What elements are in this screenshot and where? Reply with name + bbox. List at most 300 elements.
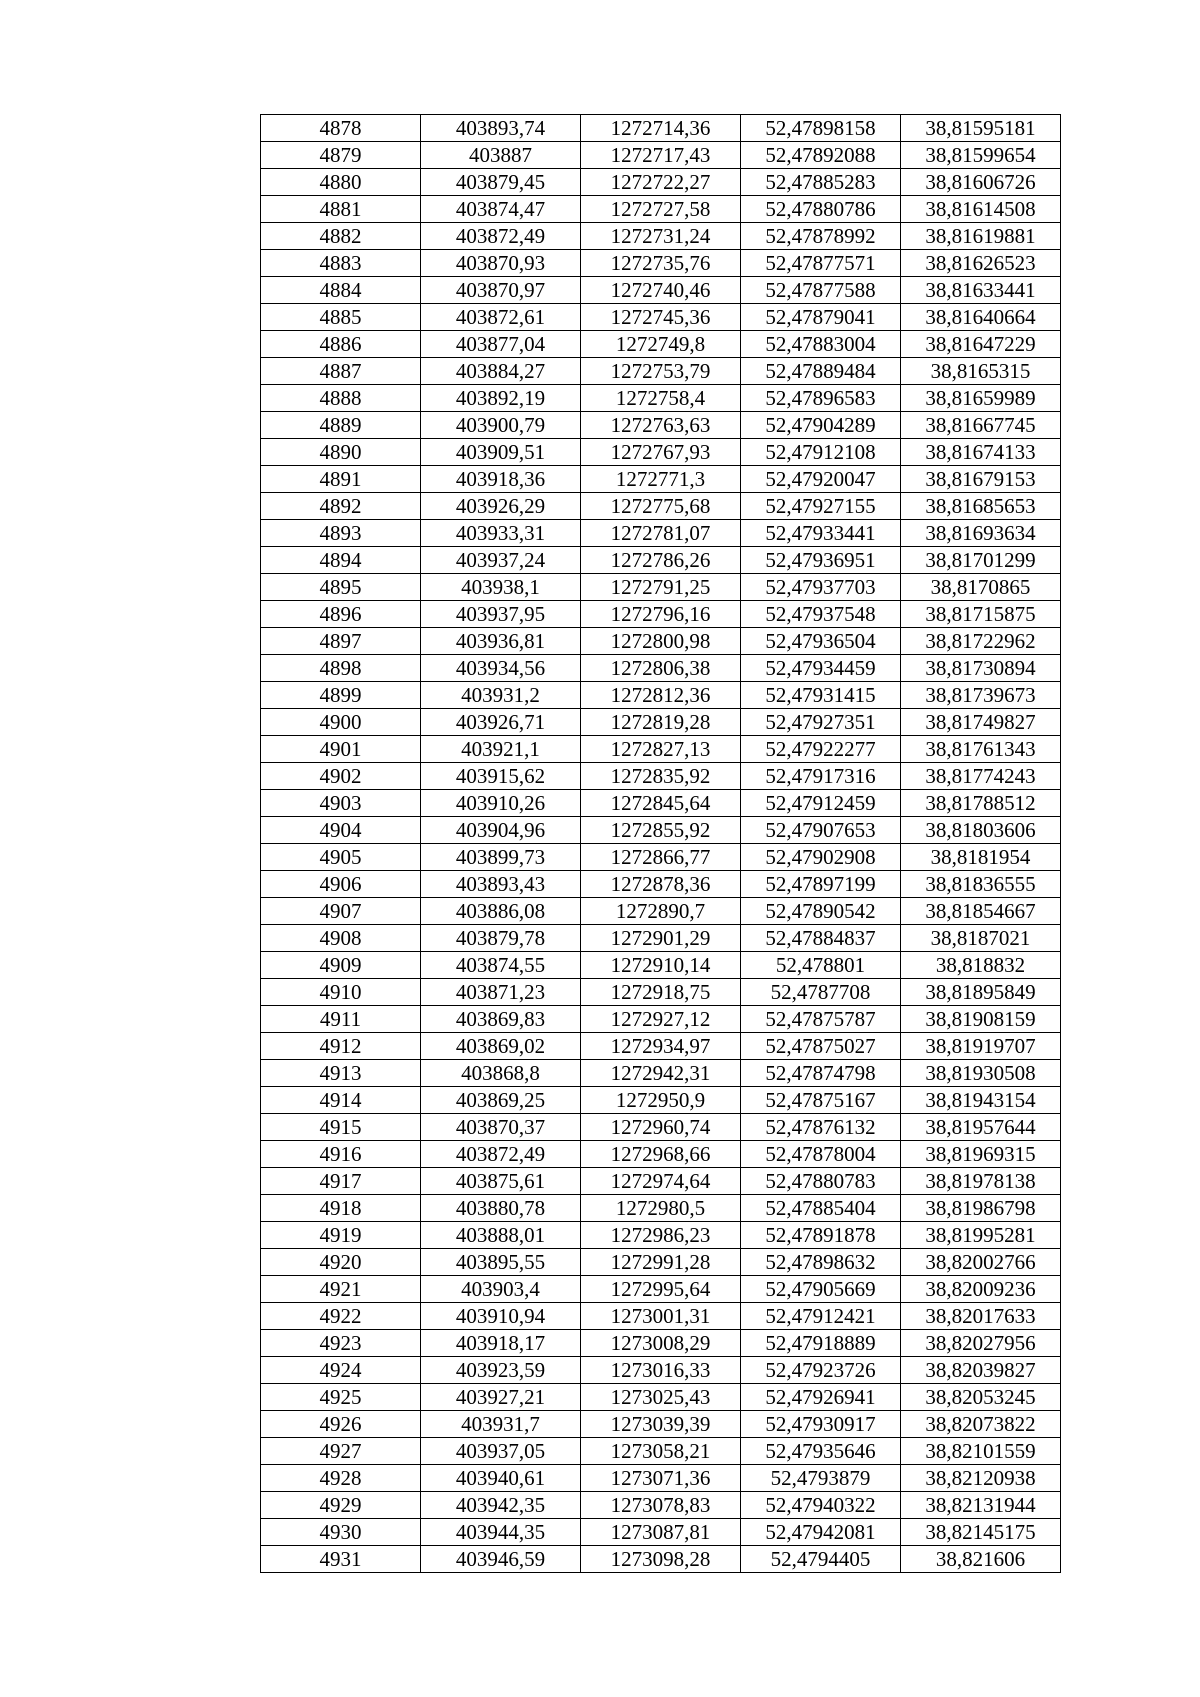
y-coordinate-cell: 1273008,29	[581, 1330, 741, 1357]
table-row	[261, 169, 1061, 196]
latitude-cell: 52,47922277	[741, 736, 901, 763]
latitude-cell: 52,47880786	[741, 196, 901, 223]
point-number-cell: 4878	[261, 115, 421, 142]
latitude-cell: 52,47875027	[741, 1033, 901, 1060]
y-coordinate-cell: 1272758,4	[581, 385, 741, 412]
x-coordinate-cell: 403869,02	[421, 1033, 581, 1060]
point-number-cell: 4921	[261, 1276, 421, 1303]
point-number-cell: 4898	[261, 655, 421, 682]
table-row	[261, 925, 1061, 952]
table-row	[261, 1546, 1061, 1573]
x-coordinate-cell: 403880,78	[421, 1195, 581, 1222]
x-coordinate-cell: 403872,49	[421, 223, 581, 250]
x-coordinate-cell: 403879,78	[421, 925, 581, 952]
table-row	[261, 574, 1061, 601]
x-coordinate-cell: 403884,27	[421, 358, 581, 385]
longitude-cell: 38,81749827	[901, 709, 1061, 736]
y-coordinate-cell: 1272749,8	[581, 331, 741, 358]
latitude-cell: 52,47891878	[741, 1222, 901, 1249]
y-coordinate-cell: 1272735,76	[581, 250, 741, 277]
x-coordinate-cell: 403870,97	[421, 277, 581, 304]
point-number-cell: 4887	[261, 358, 421, 385]
table-row	[261, 439, 1061, 466]
table-row	[261, 979, 1061, 1006]
latitude-cell: 52,47937703	[741, 574, 901, 601]
table-row	[261, 655, 1061, 682]
latitude-cell: 52,47885283	[741, 169, 901, 196]
x-coordinate-cell: 403879,45	[421, 169, 581, 196]
table-row	[261, 142, 1061, 169]
longitude-cell: 38,8165315	[901, 358, 1061, 385]
table-row	[261, 1465, 1061, 1492]
point-number-cell: 4904	[261, 817, 421, 844]
point-number-cell: 4897	[261, 628, 421, 655]
x-coordinate-cell: 403933,31	[421, 520, 581, 547]
y-coordinate-cell: 1272731,24	[581, 223, 741, 250]
point-number-cell: 4907	[261, 898, 421, 925]
latitude-cell: 52,47905669	[741, 1276, 901, 1303]
latitude-cell: 52,4793879	[741, 1465, 901, 1492]
table-row	[261, 1114, 1061, 1141]
latitude-cell: 52,47878004	[741, 1141, 901, 1168]
point-number-cell: 4899	[261, 682, 421, 709]
x-coordinate-cell: 403926,29	[421, 493, 581, 520]
longitude-cell: 38,81715875	[901, 601, 1061, 628]
longitude-cell: 38,82027956	[901, 1330, 1061, 1357]
y-coordinate-cell: 1272934,97	[581, 1033, 741, 1060]
longitude-cell: 38,82039827	[901, 1357, 1061, 1384]
x-coordinate-cell: 403872,49	[421, 1141, 581, 1168]
longitude-cell: 38,81606726	[901, 169, 1061, 196]
latitude-cell: 52,47942081	[741, 1519, 901, 1546]
x-coordinate-cell: 403938,1	[421, 574, 581, 601]
x-coordinate-cell: 403903,4	[421, 1276, 581, 1303]
point-number-cell: 4922	[261, 1303, 421, 1330]
y-coordinate-cell: 1272991,28	[581, 1249, 741, 1276]
table-row	[261, 817, 1061, 844]
table-row	[261, 844, 1061, 871]
latitude-cell: 52,47917316	[741, 763, 901, 790]
x-coordinate-cell: 403869,25	[421, 1087, 581, 1114]
point-number-cell: 4913	[261, 1060, 421, 1087]
y-coordinate-cell: 1272835,92	[581, 763, 741, 790]
table-row	[261, 466, 1061, 493]
longitude-cell: 38,82002766	[901, 1249, 1061, 1276]
y-coordinate-cell: 1272800,98	[581, 628, 741, 655]
longitude-cell: 38,81774243	[901, 763, 1061, 790]
point-number-cell: 4903	[261, 790, 421, 817]
point-number-cell: 4920	[261, 1249, 421, 1276]
x-coordinate-cell: 403893,74	[421, 115, 581, 142]
table-row	[261, 1006, 1061, 1033]
y-coordinate-cell: 1272727,58	[581, 196, 741, 223]
table-row	[261, 493, 1061, 520]
y-coordinate-cell: 1273087,81	[581, 1519, 741, 1546]
longitude-cell: 38,81722962	[901, 628, 1061, 655]
latitude-cell: 52,47933441	[741, 520, 901, 547]
longitude-cell: 38,81969315	[901, 1141, 1061, 1168]
x-coordinate-cell: 403869,83	[421, 1006, 581, 1033]
table-row	[261, 763, 1061, 790]
longitude-cell: 38,81599654	[901, 142, 1061, 169]
longitude-cell: 38,82009236	[901, 1276, 1061, 1303]
latitude-cell: 52,478801	[741, 952, 901, 979]
point-number-cell: 4888	[261, 385, 421, 412]
table-row	[261, 1303, 1061, 1330]
latitude-cell: 52,47884837	[741, 925, 901, 952]
latitude-cell: 52,47934459	[741, 655, 901, 682]
latitude-cell: 52,47878992	[741, 223, 901, 250]
x-coordinate-cell: 403904,96	[421, 817, 581, 844]
x-coordinate-cell: 403942,35	[421, 1492, 581, 1519]
table-row	[261, 709, 1061, 736]
point-number-cell: 4884	[261, 277, 421, 304]
longitude-cell: 38,81595181	[901, 115, 1061, 142]
table-row	[261, 1222, 1061, 1249]
point-number-cell: 4930	[261, 1519, 421, 1546]
latitude-cell: 52,47927155	[741, 493, 901, 520]
x-coordinate-cell: 403923,59	[421, 1357, 581, 1384]
latitude-cell: 52,47902908	[741, 844, 901, 871]
point-number-cell: 4916	[261, 1141, 421, 1168]
y-coordinate-cell: 1273039,39	[581, 1411, 741, 1438]
longitude-cell: 38,81919707	[901, 1033, 1061, 1060]
x-coordinate-cell: 403909,51	[421, 439, 581, 466]
point-number-cell: 4892	[261, 493, 421, 520]
y-coordinate-cell: 1272960,74	[581, 1114, 741, 1141]
latitude-cell: 52,47927351	[741, 709, 901, 736]
table-row	[261, 1276, 1061, 1303]
point-number-cell: 4895	[261, 574, 421, 601]
longitude-cell: 38,82053245	[901, 1384, 1061, 1411]
y-coordinate-cell: 1273016,33	[581, 1357, 741, 1384]
point-number-cell: 4908	[261, 925, 421, 952]
table-row	[261, 1330, 1061, 1357]
longitude-cell: 38,81761343	[901, 736, 1061, 763]
latitude-cell: 52,47896583	[741, 385, 901, 412]
x-coordinate-cell: 403937,05	[421, 1438, 581, 1465]
y-coordinate-cell: 1272763,63	[581, 412, 741, 439]
y-coordinate-cell: 1272791,25	[581, 574, 741, 601]
latitude-cell: 52,4794405	[741, 1546, 901, 1573]
y-coordinate-cell: 1272717,43	[581, 142, 741, 169]
longitude-cell: 38,81978138	[901, 1168, 1061, 1195]
point-number-cell: 4911	[261, 1006, 421, 1033]
x-coordinate-cell: 403870,37	[421, 1114, 581, 1141]
y-coordinate-cell: 1273025,43	[581, 1384, 741, 1411]
y-coordinate-cell: 1272968,66	[581, 1141, 741, 1168]
y-coordinate-cell: 1272901,29	[581, 925, 741, 952]
latitude-cell: 52,47890542	[741, 898, 901, 925]
longitude-cell: 38,81957644	[901, 1114, 1061, 1141]
table-row	[261, 1060, 1061, 1087]
latitude-cell: 52,47930917	[741, 1411, 901, 1438]
latitude-cell: 52,47912108	[741, 439, 901, 466]
longitude-cell: 38,81659989	[901, 385, 1061, 412]
point-number-cell: 4917	[261, 1168, 421, 1195]
x-coordinate-cell: 403937,95	[421, 601, 581, 628]
longitude-cell: 38,82017633	[901, 1303, 1061, 1330]
latitude-cell: 52,47875787	[741, 1006, 901, 1033]
table-row	[261, 1087, 1061, 1114]
y-coordinate-cell: 1272722,27	[581, 169, 741, 196]
x-coordinate-cell: 403874,47	[421, 196, 581, 223]
longitude-cell: 38,81930508	[901, 1060, 1061, 1087]
latitude-cell: 52,47874798	[741, 1060, 901, 1087]
y-coordinate-cell: 1272819,28	[581, 709, 741, 736]
table-row	[261, 1519, 1061, 1546]
longitude-cell: 38,81619881	[901, 223, 1061, 250]
y-coordinate-cell: 1273058,21	[581, 1438, 741, 1465]
y-coordinate-cell: 1272855,92	[581, 817, 741, 844]
point-number-cell: 4900	[261, 709, 421, 736]
longitude-cell: 38,8181954	[901, 844, 1061, 871]
coordinates-table	[260, 114, 1061, 1573]
y-coordinate-cell: 1272845,64	[581, 790, 741, 817]
latitude-cell: 52,47885404	[741, 1195, 901, 1222]
latitude-cell: 52,47936951	[741, 547, 901, 574]
longitude-cell: 38,818832	[901, 952, 1061, 979]
table-row	[261, 277, 1061, 304]
x-coordinate-cell: 403877,04	[421, 331, 581, 358]
longitude-cell: 38,81633441	[901, 277, 1061, 304]
latitude-cell: 52,47892088	[741, 142, 901, 169]
latitude-cell: 52,4787708	[741, 979, 901, 1006]
table-row	[261, 1411, 1061, 1438]
latitude-cell: 52,47912459	[741, 790, 901, 817]
latitude-cell: 52,47907653	[741, 817, 901, 844]
point-number-cell: 4890	[261, 439, 421, 466]
latitude-cell: 52,47926941	[741, 1384, 901, 1411]
table-row	[261, 1195, 1061, 1222]
latitude-cell: 52,47920047	[741, 466, 901, 493]
latitude-cell: 52,47898158	[741, 115, 901, 142]
y-coordinate-cell: 1272786,26	[581, 547, 741, 574]
point-number-cell: 4901	[261, 736, 421, 763]
longitude-cell: 38,81647229	[901, 331, 1061, 358]
table-row	[261, 601, 1061, 628]
y-coordinate-cell: 1272918,75	[581, 979, 741, 1006]
x-coordinate-cell: 403940,61	[421, 1465, 581, 1492]
x-coordinate-cell: 403870,93	[421, 250, 581, 277]
y-coordinate-cell: 1273071,36	[581, 1465, 741, 1492]
y-coordinate-cell: 1272740,46	[581, 277, 741, 304]
y-coordinate-cell: 1272980,5	[581, 1195, 741, 1222]
table-row	[261, 1249, 1061, 1276]
table-row	[261, 1492, 1061, 1519]
y-coordinate-cell: 1272910,14	[581, 952, 741, 979]
table-row	[261, 223, 1061, 250]
longitude-cell: 38,81739673	[901, 682, 1061, 709]
table-row	[261, 331, 1061, 358]
y-coordinate-cell: 1272771,3	[581, 466, 741, 493]
y-coordinate-cell: 1272942,31	[581, 1060, 741, 1087]
longitude-cell: 38,81701299	[901, 547, 1061, 574]
table-row	[261, 898, 1061, 925]
y-coordinate-cell: 1272796,16	[581, 601, 741, 628]
point-number-cell: 4927	[261, 1438, 421, 1465]
table-row	[261, 1141, 1061, 1168]
longitude-cell: 38,82131944	[901, 1492, 1061, 1519]
table-row	[261, 682, 1061, 709]
y-coordinate-cell: 1272714,36	[581, 115, 741, 142]
point-number-cell: 4914	[261, 1087, 421, 1114]
y-coordinate-cell: 1272806,38	[581, 655, 741, 682]
y-coordinate-cell: 1272927,12	[581, 1006, 741, 1033]
point-number-cell: 4882	[261, 223, 421, 250]
longitude-cell: 38,81943154	[901, 1087, 1061, 1114]
x-coordinate-cell: 403926,71	[421, 709, 581, 736]
y-coordinate-cell: 1272812,36	[581, 682, 741, 709]
y-coordinate-cell: 1272767,93	[581, 439, 741, 466]
table-row	[261, 871, 1061, 898]
x-coordinate-cell: 403934,56	[421, 655, 581, 682]
table-row	[261, 250, 1061, 277]
x-coordinate-cell: 403910,94	[421, 1303, 581, 1330]
x-coordinate-cell: 403936,81	[421, 628, 581, 655]
point-number-cell: 4929	[261, 1492, 421, 1519]
point-number-cell: 4906	[261, 871, 421, 898]
longitude-cell: 38,821606	[901, 1546, 1061, 1573]
x-coordinate-cell: 403918,17	[421, 1330, 581, 1357]
table-row	[261, 520, 1061, 547]
point-number-cell: 4881	[261, 196, 421, 223]
latitude-cell: 52,47940322	[741, 1492, 901, 1519]
longitude-cell: 38,81693634	[901, 520, 1061, 547]
x-coordinate-cell: 403872,61	[421, 304, 581, 331]
y-coordinate-cell: 1272878,36	[581, 871, 741, 898]
x-coordinate-cell: 403944,35	[421, 1519, 581, 1546]
latitude-cell: 52,47898632	[741, 1249, 901, 1276]
longitude-cell: 38,81836555	[901, 871, 1061, 898]
y-coordinate-cell: 1273098,28	[581, 1546, 741, 1573]
longitude-cell: 38,81626523	[901, 250, 1061, 277]
coordinates-table-body	[261, 115, 1061, 1573]
point-number-cell: 4910	[261, 979, 421, 1006]
point-number-cell: 4931	[261, 1546, 421, 1573]
longitude-cell: 38,82120938	[901, 1465, 1061, 1492]
y-coordinate-cell: 1272986,23	[581, 1222, 741, 1249]
x-coordinate-cell: 403893,43	[421, 871, 581, 898]
point-number-cell: 4912	[261, 1033, 421, 1060]
longitude-cell: 38,8170865	[901, 574, 1061, 601]
y-coordinate-cell: 1272995,64	[581, 1276, 741, 1303]
longitude-cell: 38,81730894	[901, 655, 1061, 682]
latitude-cell: 52,47889484	[741, 358, 901, 385]
table-row	[261, 628, 1061, 655]
longitude-cell: 38,8187021	[901, 925, 1061, 952]
x-coordinate-cell: 403918,36	[421, 466, 581, 493]
point-number-cell: 4909	[261, 952, 421, 979]
x-coordinate-cell: 403888,01	[421, 1222, 581, 1249]
x-coordinate-cell: 403915,62	[421, 763, 581, 790]
x-coordinate-cell: 403874,55	[421, 952, 581, 979]
longitude-cell: 38,81679153	[901, 466, 1061, 493]
point-number-cell: 4925	[261, 1384, 421, 1411]
latitude-cell: 52,47877588	[741, 277, 901, 304]
x-coordinate-cell: 403931,2	[421, 682, 581, 709]
longitude-cell: 38,82145175	[901, 1519, 1061, 1546]
longitude-cell: 38,81788512	[901, 790, 1061, 817]
point-number-cell: 4886	[261, 331, 421, 358]
point-number-cell: 4923	[261, 1330, 421, 1357]
x-coordinate-cell: 403937,24	[421, 547, 581, 574]
point-number-cell: 4893	[261, 520, 421, 547]
latitude-cell: 52,47877571	[741, 250, 901, 277]
latitude-cell: 52,47897199	[741, 871, 901, 898]
table-row	[261, 1357, 1061, 1384]
latitude-cell: 52,47935646	[741, 1438, 901, 1465]
longitude-cell: 38,81640664	[901, 304, 1061, 331]
latitude-cell: 52,47912421	[741, 1303, 901, 1330]
longitude-cell: 38,81995281	[901, 1222, 1061, 1249]
x-coordinate-cell: 403875,61	[421, 1168, 581, 1195]
longitude-cell: 38,81854667	[901, 898, 1061, 925]
y-coordinate-cell: 1272866,77	[581, 844, 741, 871]
latitude-cell: 52,47923726	[741, 1357, 901, 1384]
point-number-cell: 4883	[261, 250, 421, 277]
latitude-cell: 52,47876132	[741, 1114, 901, 1141]
x-coordinate-cell: 403899,73	[421, 844, 581, 871]
longitude-cell: 38,81908159	[901, 1006, 1061, 1033]
point-number-cell: 4891	[261, 466, 421, 493]
point-number-cell: 4905	[261, 844, 421, 871]
point-number-cell: 4926	[261, 1411, 421, 1438]
point-number-cell: 4918	[261, 1195, 421, 1222]
y-coordinate-cell: 1272745,36	[581, 304, 741, 331]
longitude-cell: 38,81803606	[901, 817, 1061, 844]
longitude-cell: 38,81685653	[901, 493, 1061, 520]
latitude-cell: 52,47883004	[741, 331, 901, 358]
x-coordinate-cell: 403895,55	[421, 1249, 581, 1276]
point-number-cell: 4889	[261, 412, 421, 439]
point-number-cell: 4902	[261, 763, 421, 790]
latitude-cell: 52,47918889	[741, 1330, 901, 1357]
point-number-cell: 4924	[261, 1357, 421, 1384]
table-row	[261, 1033, 1061, 1060]
point-number-cell: 4896	[261, 601, 421, 628]
x-coordinate-cell: 403946,59	[421, 1546, 581, 1573]
longitude-cell: 38,81674133	[901, 439, 1061, 466]
table-row	[261, 385, 1061, 412]
point-number-cell: 4885	[261, 304, 421, 331]
x-coordinate-cell: 403871,23	[421, 979, 581, 1006]
table-row	[261, 115, 1061, 142]
longitude-cell: 38,81667745	[901, 412, 1061, 439]
latitude-cell: 52,47936504	[741, 628, 901, 655]
x-coordinate-cell: 403927,21	[421, 1384, 581, 1411]
longitude-cell: 38,81895849	[901, 979, 1061, 1006]
table-row	[261, 304, 1061, 331]
latitude-cell: 52,47904289	[741, 412, 901, 439]
y-coordinate-cell: 1272775,68	[581, 493, 741, 520]
table-row	[261, 358, 1061, 385]
y-coordinate-cell: 1273001,31	[581, 1303, 741, 1330]
x-coordinate-cell: 403910,26	[421, 790, 581, 817]
longitude-cell: 38,81614508	[901, 196, 1061, 223]
longitude-cell: 38,82101559	[901, 1438, 1061, 1465]
y-coordinate-cell: 1272974,64	[581, 1168, 741, 1195]
y-coordinate-cell: 1272753,79	[581, 358, 741, 385]
y-coordinate-cell: 1272827,13	[581, 736, 741, 763]
y-coordinate-cell: 1272950,9	[581, 1087, 741, 1114]
x-coordinate-cell: 403868,8	[421, 1060, 581, 1087]
table-row	[261, 790, 1061, 817]
table-row	[261, 736, 1061, 763]
y-coordinate-cell: 1272890,7	[581, 898, 741, 925]
table-row	[261, 1384, 1061, 1411]
point-number-cell: 4894	[261, 547, 421, 574]
